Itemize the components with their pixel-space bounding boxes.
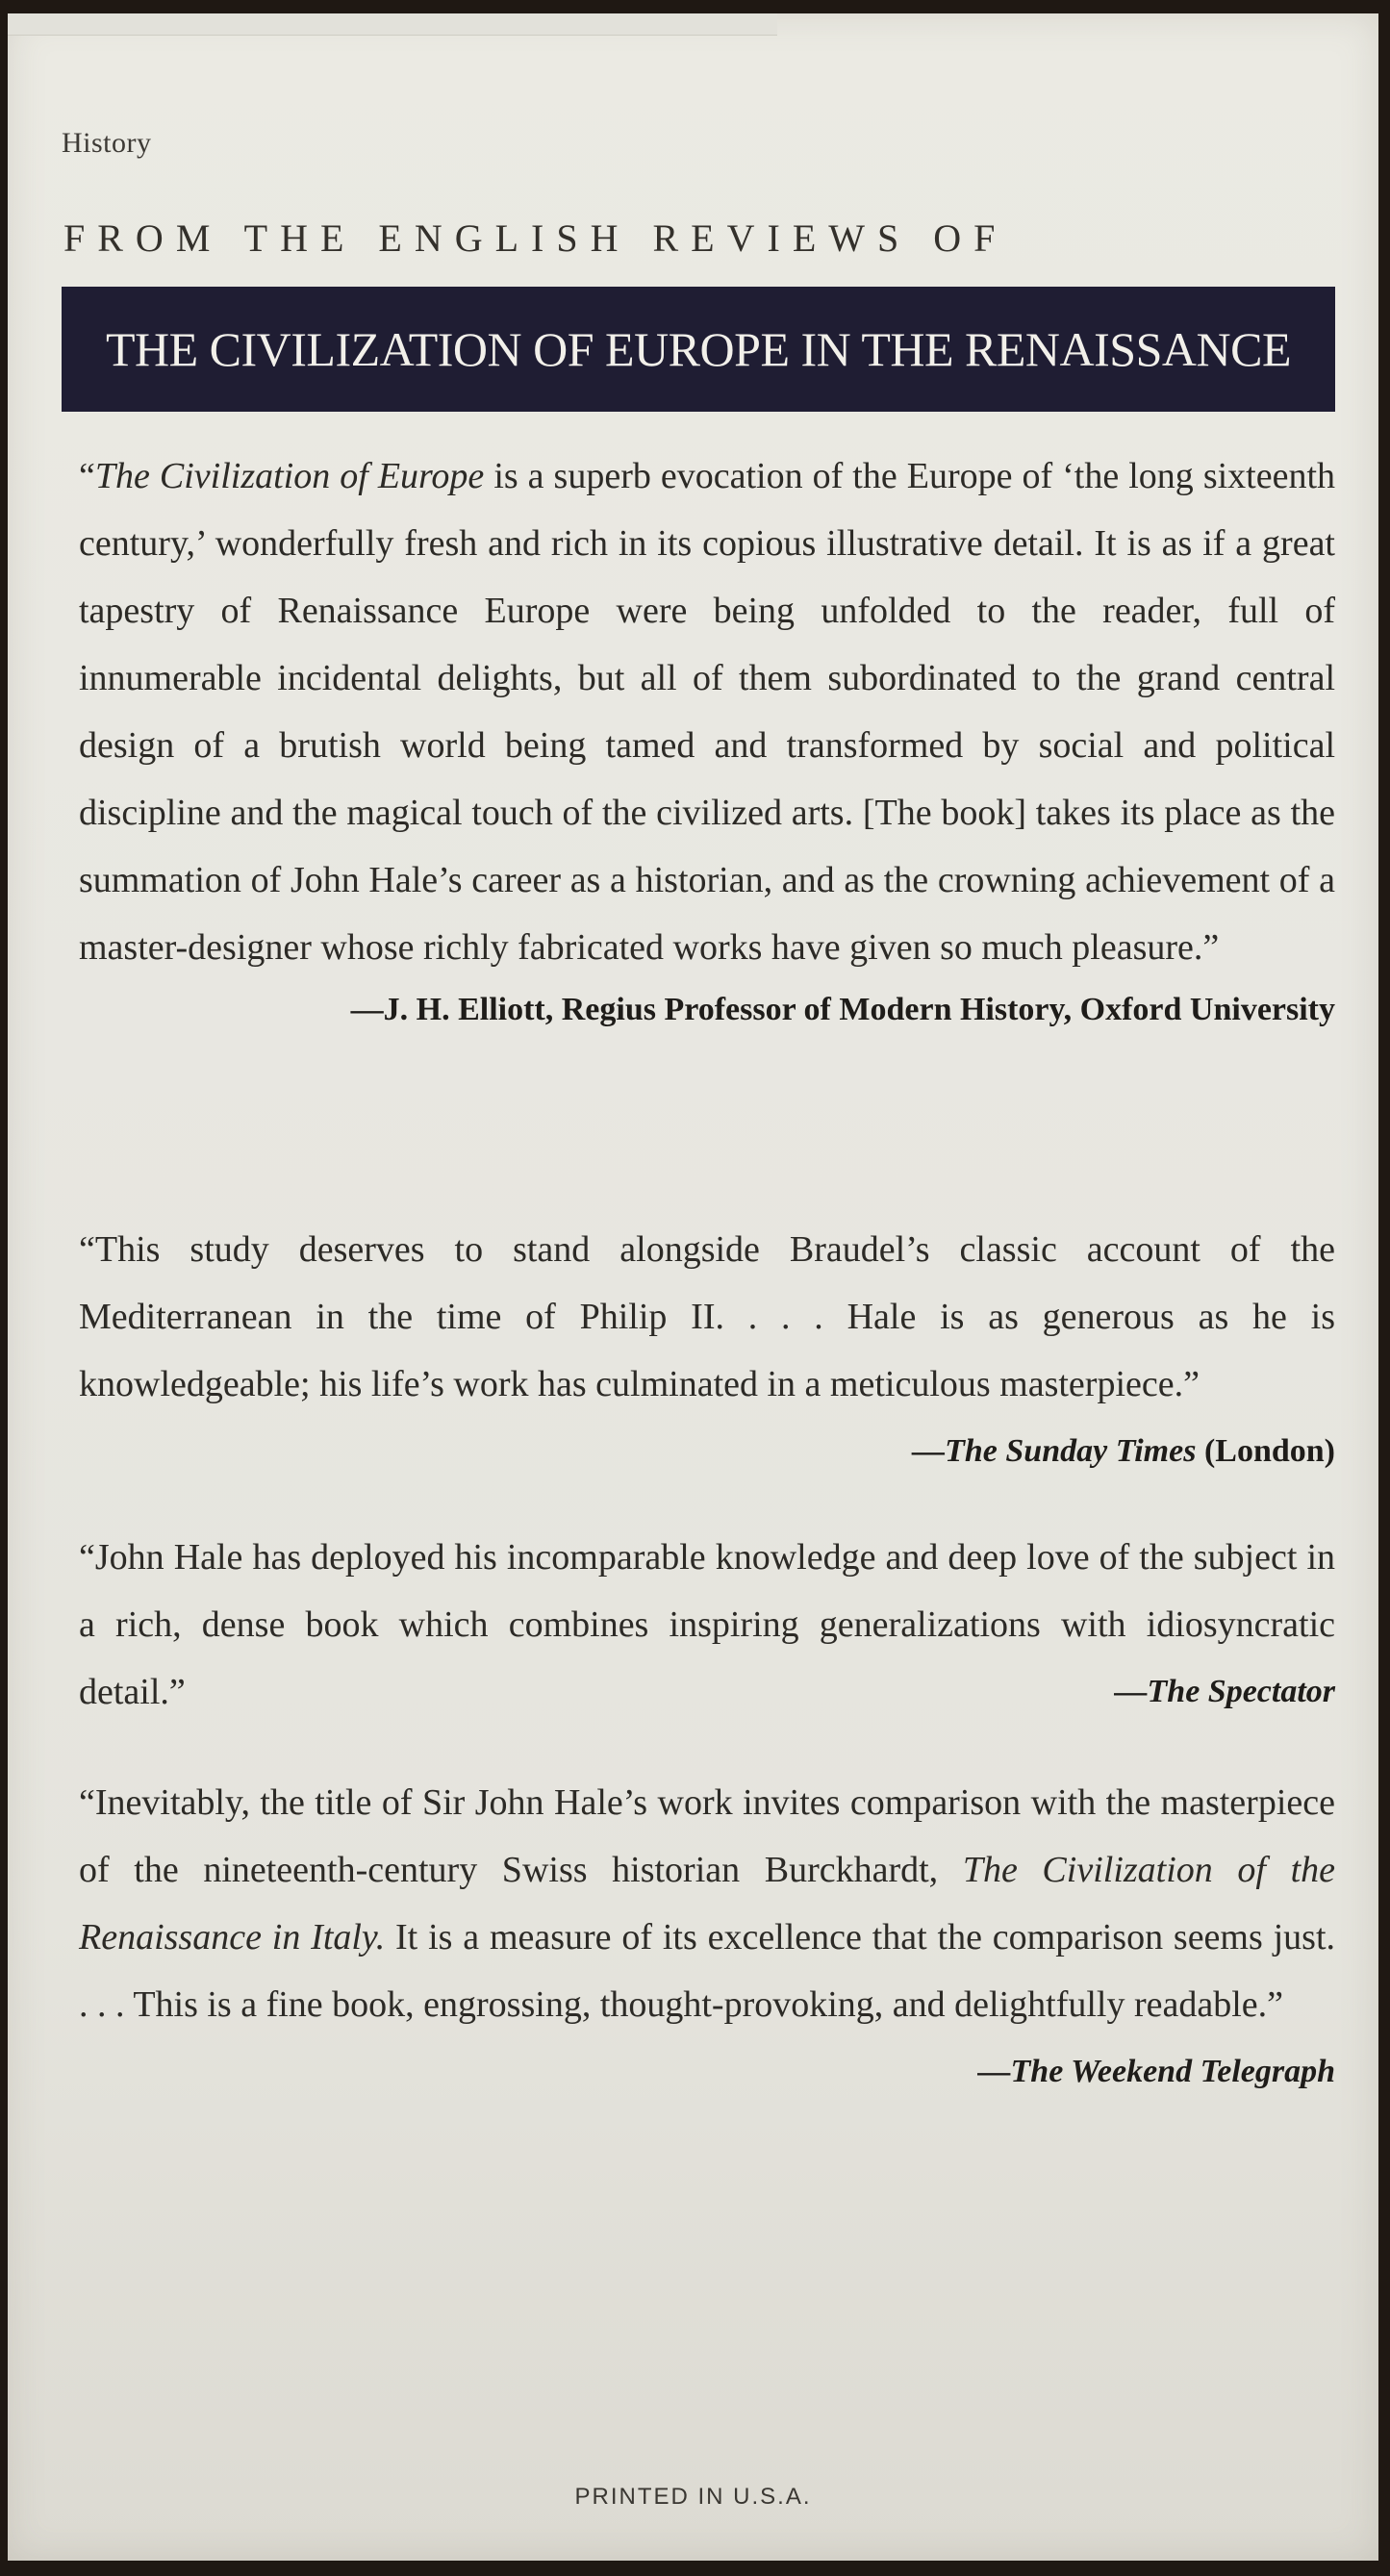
book-title: THE CIVILIZATION OF EUROPE IN THE RENAISSANCE (105, 322, 1292, 376)
quote-mark: “ (79, 456, 95, 496)
review-attribution: —The Spectator (1114, 1674, 1335, 1709)
review-quote (79, 1216, 1335, 1469)
review-attribution (912, 1418, 1335, 1485)
quote-text: It is a measure of its excellence that the comparison seems just. . . . This is a fine book, engrossing, thought-provoking, and delightfully readable.” (79, 1917, 1335, 2025)
review-elliott (79, 442, 1335, 1039)
quote-text: “This study deserves to stand alongside Braudel’s classic account of the Mediterranean in the time of Philip II. . . . Hale is as generous as he is knowledgeable; his life’s work has culminated in a meticulous masterpiece.” (79, 1229, 1335, 1404)
book-title-banner (62, 287, 1335, 412)
review-sunday-times (79, 1216, 1335, 1485)
review-quote (79, 442, 1335, 981)
jacket-torn-edge (8, 13, 777, 36)
reviews-header: FROM THE ENGLISH REVIEWS OF (63, 216, 1008, 260)
quote-text: “Inevitably, the title of Sir John Hale’s work invites comparison with the masterpiece of the nineteenth-century Swiss historian Burckhardt, (79, 1782, 1335, 1890)
review-attribution: —J. H. Elliott, Regius Professor of Modern History, Oxford University (350, 992, 1335, 1027)
category-label: History (62, 127, 152, 159)
review-quote (79, 1769, 1335, 2089)
review-quote (79, 1524, 1335, 1726)
review-attribution: —The Weekend Telegraph (977, 2054, 1335, 2089)
attribution-source: —The Sunday Times (912, 1433, 1197, 1469)
review-spectator (79, 1524, 1335, 1726)
printed-in-label: PRINTED IN U.S.A. (574, 2484, 812, 2510)
quote-book-title: The Civilization of Europe (94, 456, 485, 496)
review-weekend-telegraph (79, 1769, 1335, 2106)
quote-book-title: The Civilization of the Renaissance in Italy. (79, 1850, 1335, 1957)
quote-text: is a superb evocation of the Europe of ‘the long sixteenth century,’ wonderfully fresh and rich in its copious illustrative detail. It is as if a great tapestry of Renaissance Europe were being unfolded to the reader, full of innumerable incidental delights, but all of them subordinated to the grand central design of a brutish world being tamed and transformed by social and political discipline and the magical touch of the civilized arts. [The book] takes its place as the summation of John Hale’s career as a historian, and as the crowning achievement of a master-designer whose richly fabricated works have given so much pleasure.” (79, 456, 1336, 968)
dust-jacket-paper (8, 13, 1378, 2561)
quote-text: “John Hale has deployed his incomparable knowledge and deep love of the subject in a rich, dense book which combines inspiring generalizations with idiosyncratic detail.” (79, 1537, 1335, 1712)
attribution-location: (London) (1196, 1433, 1335, 1469)
